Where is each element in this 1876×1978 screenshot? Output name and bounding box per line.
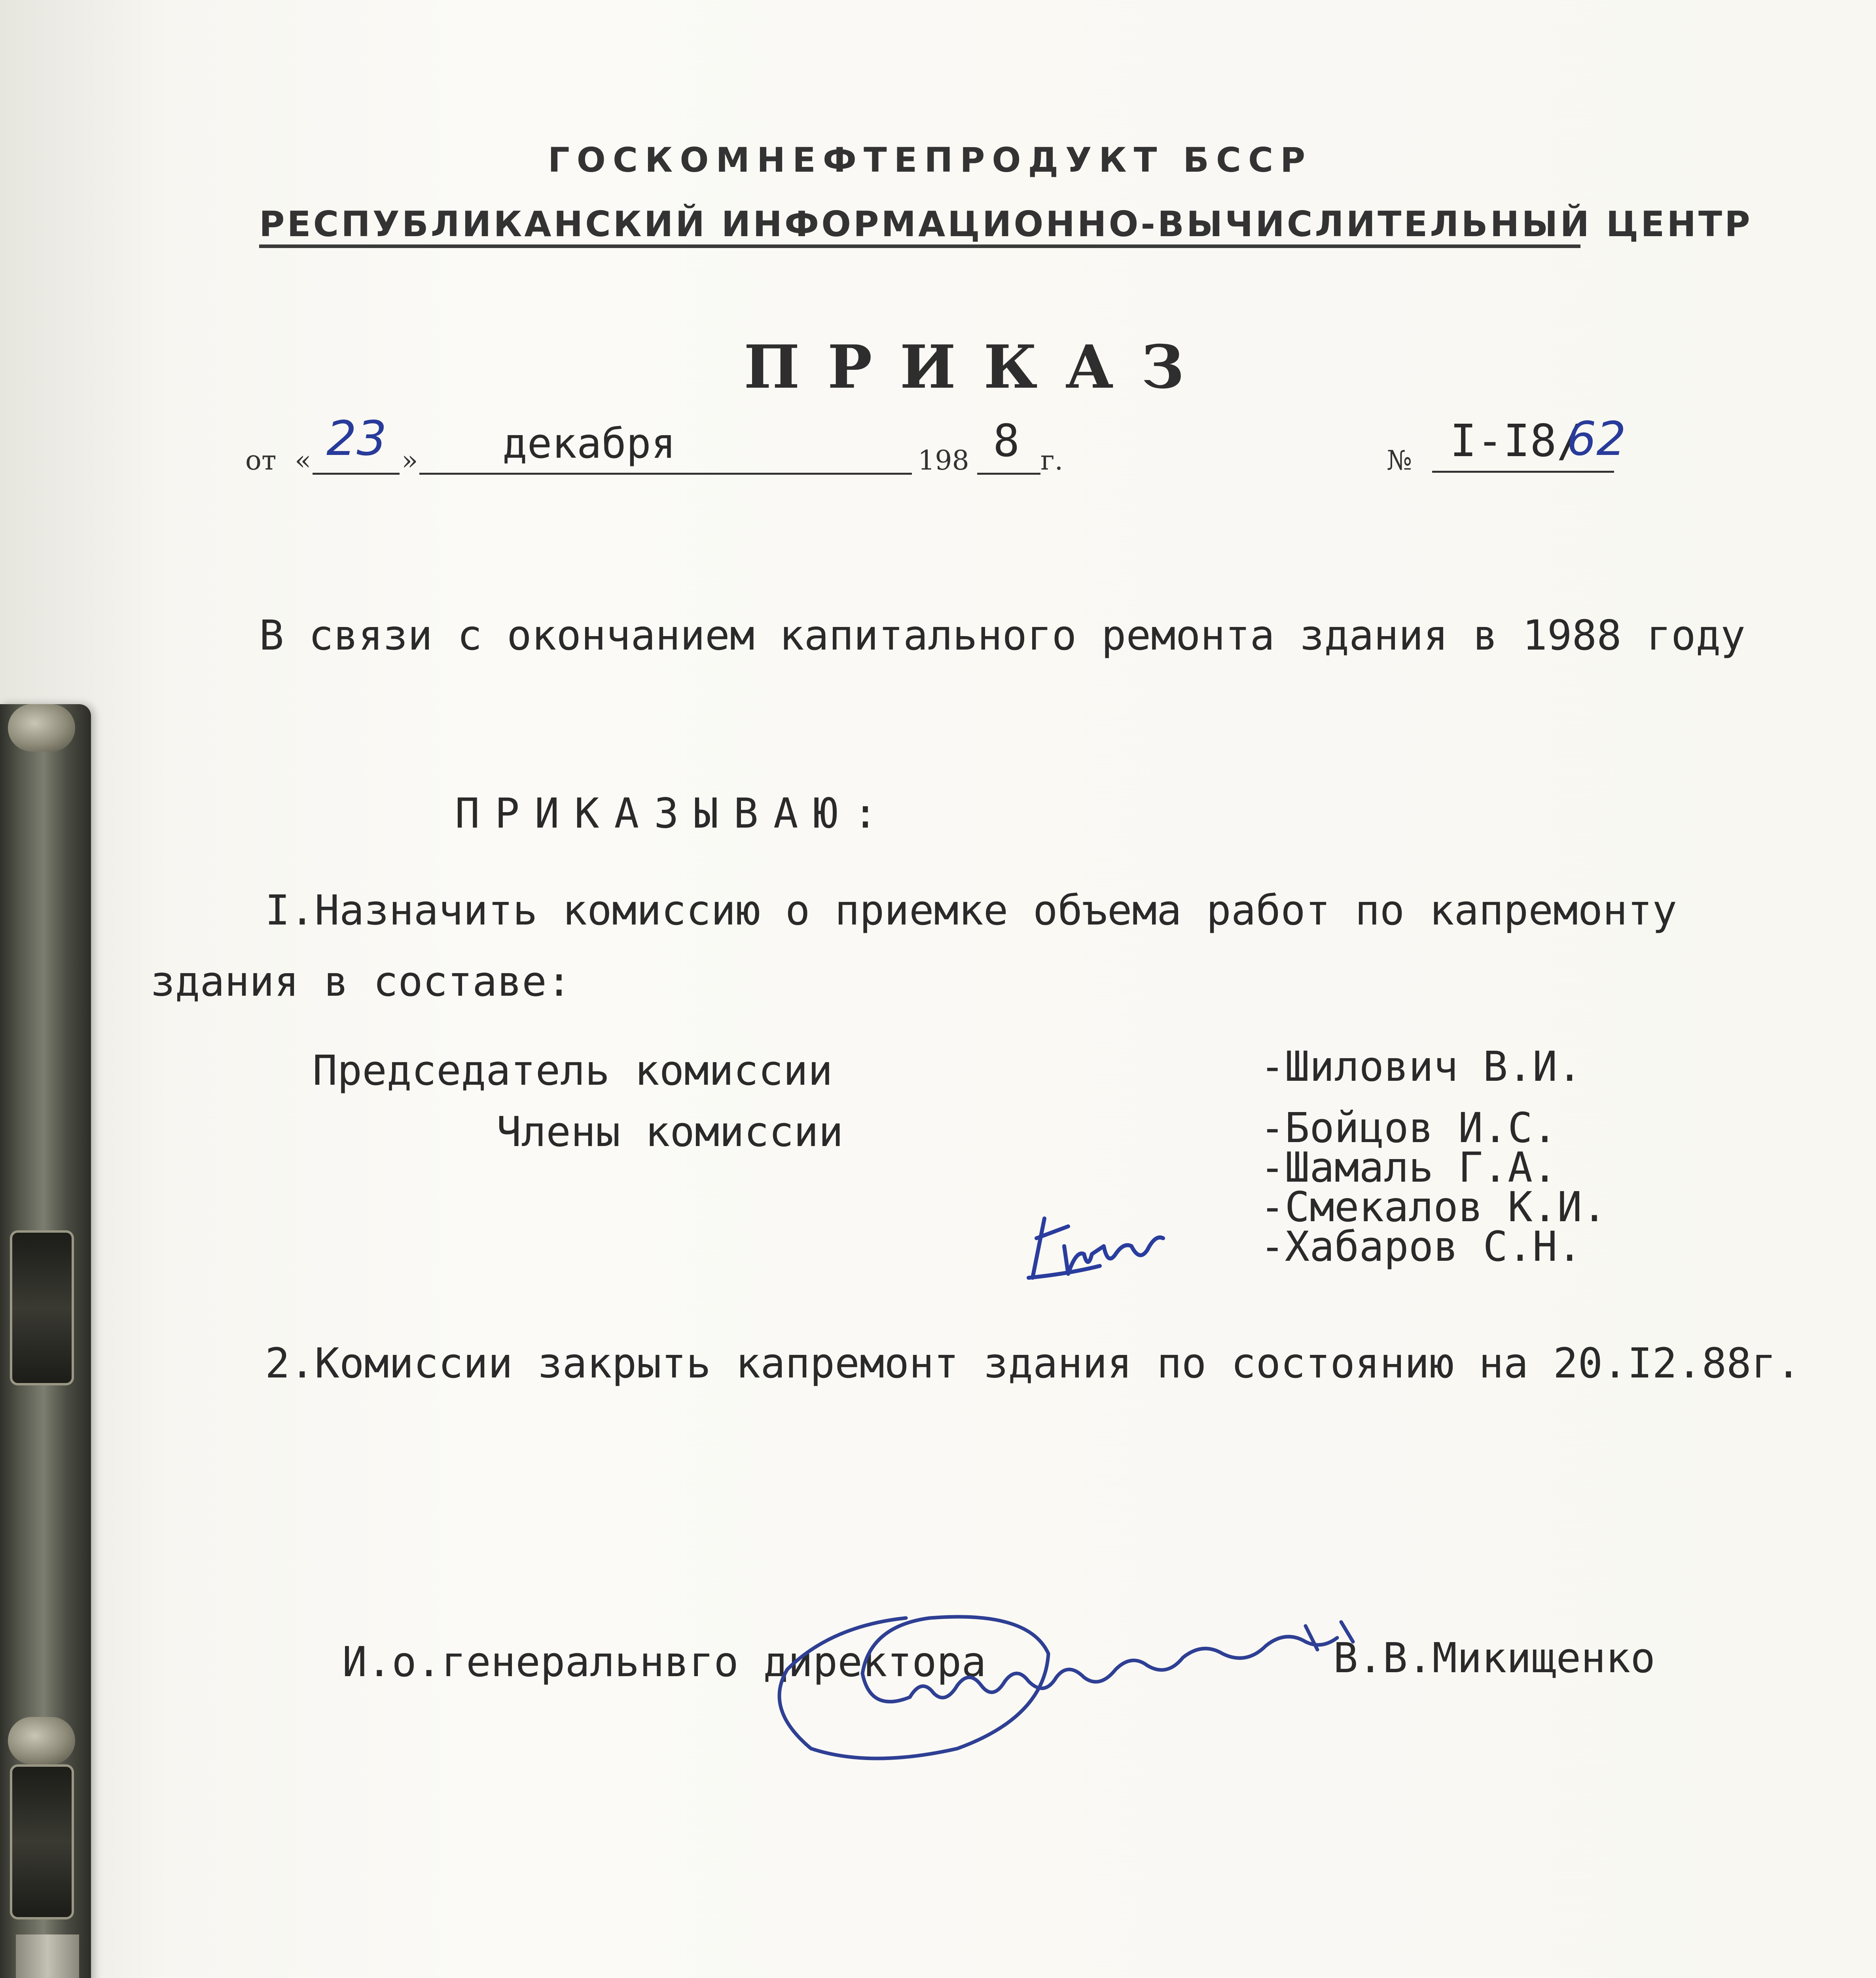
preamble: В связи с окончанием капитального ремонта здания в 1988 году: [259, 611, 1745, 659]
member-3: -Смекалов К.И.: [1260, 1183, 1607, 1231]
members-label: Члены комиссии: [496, 1108, 843, 1156]
number-label: №: [1387, 445, 1412, 476]
chair-name: -Шилович В.И.: [1260, 1042, 1582, 1091]
signatory-position: И.о.генеральнвго директора: [342, 1638, 986, 1686]
date-day: 23: [326, 411, 387, 466]
chair-label: Председатель комиссии: [313, 1046, 833, 1095]
org-parent: ГОСКОМНЕФТЕПРОДУКТ БССР: [548, 140, 1313, 180]
date-prefix: от: [245, 445, 277, 476]
date-year-suffix: г.: [1040, 445, 1063, 476]
member-initials-signature: [1029, 1218, 1163, 1278]
signatory-name: В.В.Микищенко: [1333, 1634, 1655, 1682]
number-handwritten: 62: [1567, 411, 1626, 466]
director-signature: [779, 1617, 1353, 1758]
member-4: -Хабаров С.Н.: [1260, 1222, 1582, 1271]
member-2: -Шамаль Г.А.: [1260, 1143, 1558, 1192]
number-typed: I-I8/: [1450, 415, 1584, 467]
date-close-quote: »: [402, 445, 418, 476]
item1-line2: здания в составе:: [150, 957, 572, 1006]
item2: 2.Комиссии закрыть капремонт здания по состоянию на 20.I2.88г.: [265, 1339, 1801, 1387]
order-word: ПРИКАЗЫВАЮ:: [455, 789, 893, 837]
org-name: РЕСПУБЛИКАНСКИЙ ИНФОРМАЦИОННО-ВЫЧИСЛИТЕЛЬНЫЙ ЦЕНТР: [259, 204, 1753, 244]
date-year-prefix: 198: [918, 445, 969, 476]
item1-line1: I.Назначить комиссию о приемке объема работ по капремонту: [265, 886, 1677, 934]
date-year-digit: 8: [993, 415, 1020, 467]
document-title: ПРИКАЗ: [744, 332, 1212, 402]
member-1: -Бойцов И.С.: [1260, 1104, 1558, 1152]
date-open-quote: «: [295, 445, 311, 476]
date-month: декабря: [502, 419, 676, 468]
